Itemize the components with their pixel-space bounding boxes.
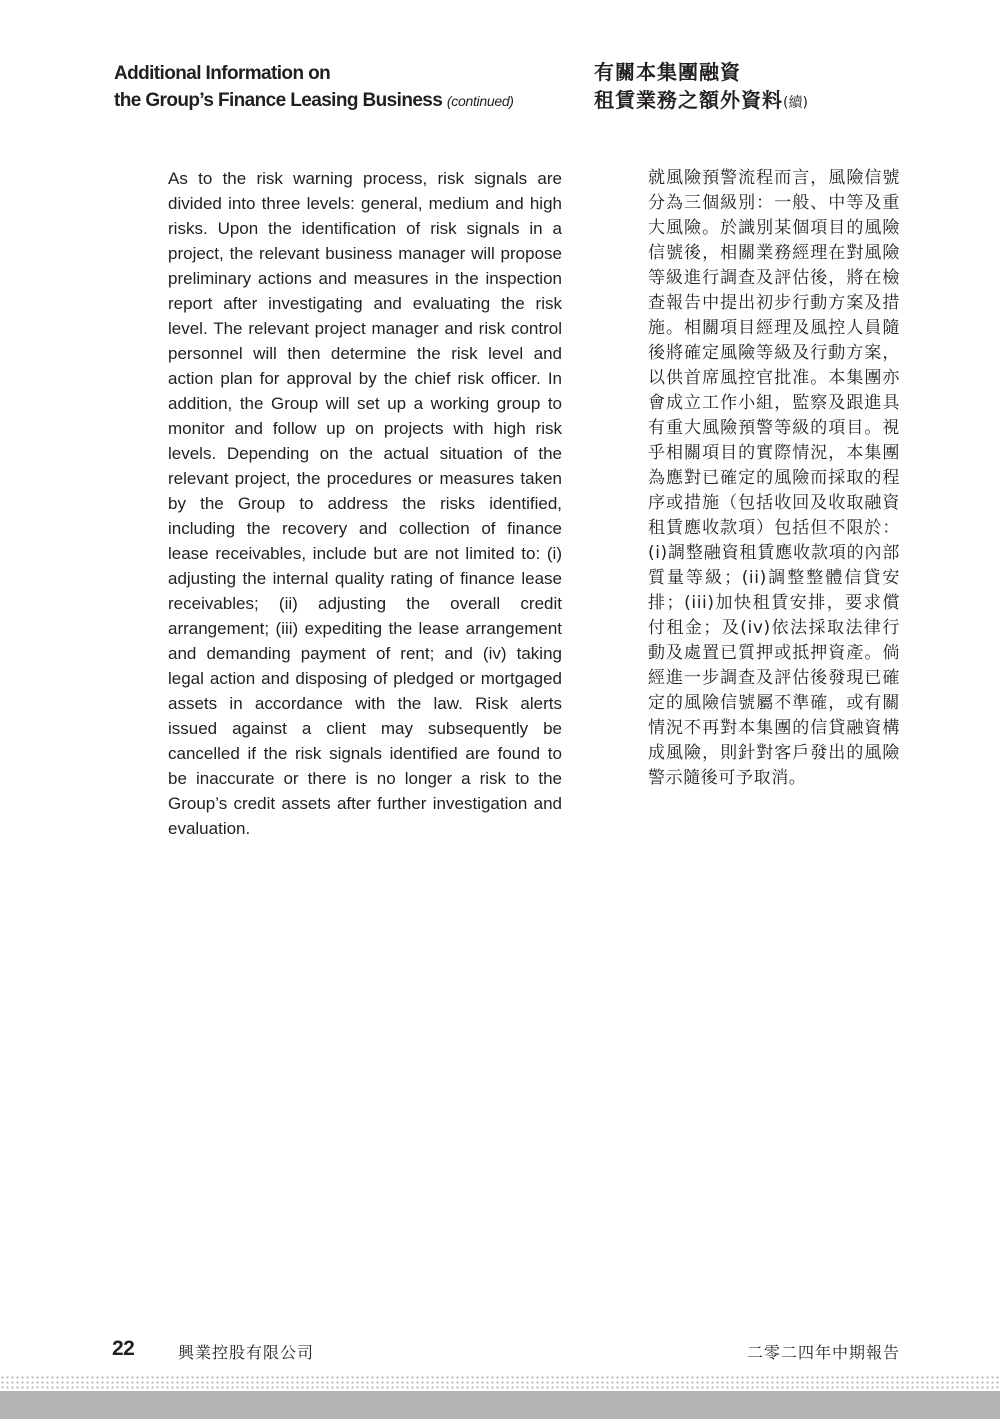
header-english-line1: Additional Information on [114, 63, 331, 84]
header-english [114, 60, 584, 115]
header-chinese [594, 58, 914, 117]
continued-label-chinese: (續) [783, 95, 808, 111]
page-number: 22 [112, 1337, 135, 1360]
body-paragraph-english: As to the risk warning process, risk signals are divided into three levels: general, medium and high risks. Upon the identification of risk signals in a project, the relevant business manager will propose preliminary actions and measures in the inspection report after investigating and evaluating the risk level. The relevant project manager and risk control personnel will then determine the risk level and action plan for approval by the chief risk officer. In addition, the Group will set up a working group to monitor and follow up on projects with high risk levels. Depending on the actual situation of the relevant project, the procedures or measures taken by the Group to address the risks identified, including the recovery and collection of finance lease receivables, include but are not limited to: (i) adjusting the internal quality rating of finance lease receivables; (ii) adjusting the overall credit arrangement; (iii) expediting the lease arrangement and demanding payment of rent; and (iv) taking legal action and disposing of pledged or mortgaged assets in accordance with the law. Risk alerts issued against a client may subsequently be cancelled if the risk signals identified are found to be inaccurate or there is no longer a risk to the Group’s credit assets after further investigation and evaluation. [168, 169, 562, 838]
header-chinese-line1: 有關本集團融資 [594, 60, 741, 84]
header-chinese-line2 [594, 86, 914, 117]
header-chinese-line2-text: 租賃業務之額外資料 [594, 88, 783, 112]
header-english-line2-text: the Group’s Finance Leasing Business [114, 90, 443, 111]
body-paragraph-chinese: 就風險預警流程而言，風險信號分為三個級別：一般、中等及重大風險。於識別某個項目的風險信號後，相關業務經理在對風險等級進行調查及評估後，將在檢查報告中提出初步行動方案及措施。相關項目經理及風控人員隨後將確定風險等級及行動方案，以供首席風控官批准。本集團亦會成立工作小組，監察及跟進具有重大風險預警等級的項目。視乎相關項目的實際情況，本集團為應對已確定的風險而採取的程序或措施（包括收回及收取融資租賃應收款項）包括但不限於：(i)調整融資租賃應收款項的內部質量等級；(ii)調整整體信貸安排；(iii)加快租賃安排，要求償付租金；及(iv)依法採取法律行動及處置已質押或抵押資產。倘經進一步調查及評估後發現已確定的風險信號屬不準確，或有關情況不再對本集團的信貸融資構成風險，則針對客戶發出的風險警示隨後可予取消。 [648, 168, 900, 788]
report-title: 二零二四年中期報告 [746, 1343, 900, 1362]
header-english-line2 [114, 87, 584, 115]
footer-bar [0, 1391, 1000, 1419]
company-name: 興業控股有限公司 [178, 1343, 315, 1362]
continued-label-english: (continued) [446, 93, 514, 109]
dotted-divider [0, 1375, 1000, 1391]
